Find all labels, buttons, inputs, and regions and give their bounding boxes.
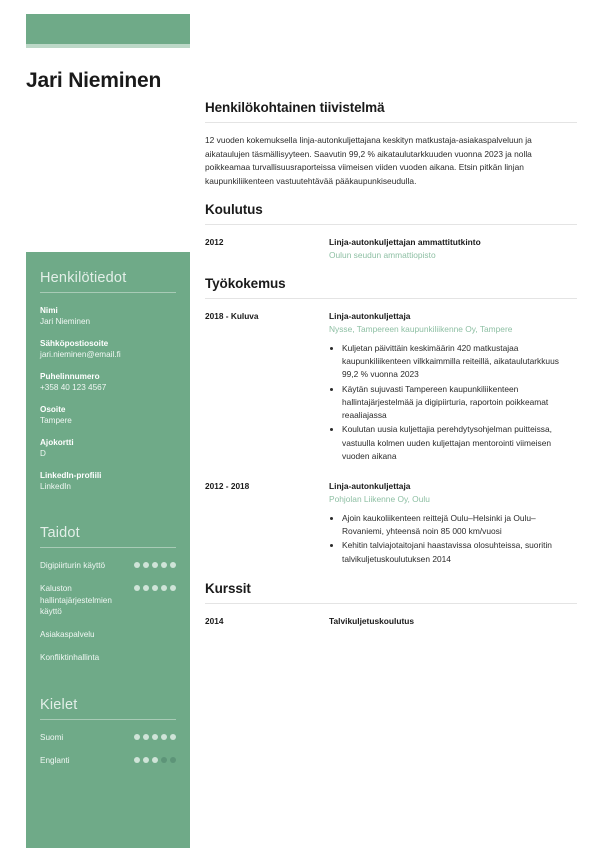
entry-organization: Nysse, Tampereen kaupunkiliikenne Oy, Tampere xyxy=(329,323,513,334)
sidebar-divider-languages xyxy=(40,719,176,720)
resume-entry xyxy=(205,480,577,567)
entry-title: Linja-autonkuljettaja xyxy=(329,311,411,322)
rating-dot xyxy=(134,585,140,591)
entry-date: 2018 - Kuluva xyxy=(205,311,259,322)
main-content xyxy=(205,100,577,642)
personal-detail-label: LinkedIn-profiili xyxy=(40,470,102,480)
entry-bullet: • Koulutan uusia kuljettajia perehdytysohjelman puitteissa, vastuulla kolmen uuden kuljettajan mentorointi viimeisen vuoden aikana xyxy=(342,423,577,463)
personal-detail-label: Ajokortti xyxy=(40,437,74,447)
rating-dot xyxy=(143,562,149,568)
resume-entry xyxy=(205,310,577,464)
sidebar-spacer-languages xyxy=(40,675,176,697)
personal-detail-item xyxy=(40,437,176,460)
entry-title: Talvikuljetuskoulutus xyxy=(329,615,415,626)
entry-bullet: • Kuljetan päivittäin keskimäärin 420 matkustajaa kaupunkiliikenteen vilkkaimmilla reiteillä, aikataulutarkkuus 99,2 % vuonna 2023 xyxy=(342,342,577,382)
entry-date: 2012 xyxy=(205,237,224,248)
rating-dot xyxy=(134,734,140,740)
languages-list xyxy=(40,732,176,767)
language-item-label: Suomi xyxy=(40,733,64,743)
skill-item-rating xyxy=(134,560,176,568)
entry-date: 2012 - 2018 xyxy=(205,481,250,492)
entry-bullet: • Käytän sujuvasti Tampereen kaupunkiliikenteen hallintajärjestelmää ja digipiirturia, raportoin poikkeamat reaaliajassa xyxy=(342,383,577,423)
personal-detail-value: LinkedIn xyxy=(40,481,71,491)
skill-item-label: Kaluston hallintajärjestelmien käyttö xyxy=(40,583,112,617)
personal-detail-label: Puhelinnumero xyxy=(40,371,100,381)
sidebar-heading-personal: Henkilötiedot xyxy=(40,270,127,286)
rating-dot xyxy=(161,757,167,763)
personal-detail-value: D xyxy=(40,448,46,458)
section-divider-courses xyxy=(205,603,577,604)
sidebar-heading-languages: Kielet xyxy=(40,697,78,714)
skill-item xyxy=(40,652,176,664)
rating-dot xyxy=(152,734,158,740)
rating-dot xyxy=(170,734,176,740)
section-title-education: Koulutus xyxy=(205,202,263,218)
resume-entry xyxy=(205,615,577,628)
summary-text: 12 vuoden kokemuksella linja-autonkuljettajana keskityn matkustaja-asiakaspalveluun ja aikataulujen täsmällisyyteen. Saavutin 99,2 % aikataulutarkkuuden vuonna 2023 ja nolla poikkeamaa turvallisuusraporteissa viimeisen viiden vuoden aikana. Etsin pitkän linjan kaupunkiliikenteen vastuutehtävää pääkaupunkiseudulla. xyxy=(205,135,532,186)
section-divider-summary xyxy=(205,122,577,123)
personal-detail-item xyxy=(40,371,176,394)
personal-detail-item xyxy=(40,305,176,328)
experience-entry-list xyxy=(205,310,577,567)
entry-title: Linja-autonkuljettajan ammattitutkinto xyxy=(329,237,481,248)
skill-item xyxy=(40,583,176,619)
skill-item-label: Konfliktinhallinta xyxy=(40,653,100,663)
rating-dot xyxy=(152,585,158,591)
section-title-summary: Henkilökohtainen tiivistelmä xyxy=(205,100,385,115)
skill-item xyxy=(40,629,176,641)
entry-bullet: • Kehitin talviajotaitojani haastavissa olosuhteissa, suoritin talvikuljetuskoulutuksen 2014 xyxy=(342,539,577,566)
sidebar-divider-skills xyxy=(40,547,176,548)
entry-organization: Pohjolan Liikenne Oy, Oulu xyxy=(329,493,430,504)
rating-dot xyxy=(170,757,176,763)
rating-dot xyxy=(143,757,149,763)
personal-detail-label: Nimi xyxy=(40,306,58,315)
skill-item-label: Asiakaspalvelu xyxy=(40,630,95,640)
section-title-courses: Kurssit xyxy=(205,580,251,596)
sidebar-spacer-skills xyxy=(40,503,176,525)
entry-title: Linja-autonkuljettaja xyxy=(329,481,411,492)
rating-dot xyxy=(134,562,140,568)
entry-body xyxy=(329,310,577,464)
rating-dot xyxy=(170,585,176,591)
resume-entry xyxy=(205,236,577,262)
courses-entry-list xyxy=(205,615,577,628)
entry-organization: Oulun seudun ammattiopisto xyxy=(329,250,436,261)
rating-dot xyxy=(161,585,167,591)
education-entry-list xyxy=(205,236,577,262)
personal-details-list xyxy=(40,305,176,493)
language-item-label: Englanti xyxy=(40,755,70,765)
rating-dot xyxy=(161,734,167,740)
rating-dot xyxy=(143,734,149,740)
section-courses xyxy=(205,581,577,628)
skill-item-label: Digipiirturin käyttö xyxy=(40,560,106,570)
skill-item xyxy=(40,560,176,572)
section-experience xyxy=(205,276,577,567)
rating-dot xyxy=(161,562,167,568)
personal-detail-label: Osoite xyxy=(40,404,66,414)
entry-body xyxy=(329,236,577,262)
personal-detail-item xyxy=(40,404,176,427)
personal-detail-value: Tampere xyxy=(40,415,72,425)
rating-dot xyxy=(170,562,176,568)
entry-body xyxy=(329,480,577,567)
entry-date: 2014 xyxy=(205,615,224,626)
entry-spacer xyxy=(205,467,577,480)
personal-detail-value: +358 40 123 4567 xyxy=(40,382,107,392)
skills-list xyxy=(40,560,176,664)
entry-body xyxy=(329,615,577,628)
personal-detail-item xyxy=(40,470,176,493)
entry-bullet-list xyxy=(329,512,577,566)
skill-item-rating xyxy=(134,583,176,591)
sidebar-heading-skills: Taidot xyxy=(40,524,80,541)
language-item-rating xyxy=(134,732,176,740)
personal-detail-item xyxy=(40,338,176,361)
rating-dot xyxy=(152,757,158,763)
header-accent-underline xyxy=(26,44,190,48)
rating-dot xyxy=(143,585,149,591)
section-divider-education xyxy=(205,224,577,225)
section-divider-experience xyxy=(205,298,577,299)
section-education xyxy=(205,202,577,262)
entry-bullet: • Ajoin kaukoliikenteen reittejä Oulu–Helsinki ja Oulu–Rovaniemi, yhteensä noin 85 000 km/vuosi xyxy=(342,512,577,539)
personal-detail-value: jari.nieminen@email.fi xyxy=(40,350,121,360)
personal-detail-label: Sähköpostiosoite xyxy=(40,338,109,348)
header-accent-bar xyxy=(26,14,190,44)
sidebar xyxy=(26,252,190,848)
rating-dot xyxy=(152,562,158,568)
rating-dot xyxy=(134,757,140,763)
language-item xyxy=(40,755,176,767)
language-item xyxy=(40,732,176,744)
page-title: Jari Nieminen xyxy=(26,69,162,93)
language-item-rating xyxy=(134,755,176,763)
entry-bullet-list xyxy=(329,342,577,464)
section-summary xyxy=(205,100,577,188)
sidebar-divider-personal xyxy=(40,292,176,293)
personal-detail-value: Jari Nieminen xyxy=(40,317,91,327)
section-title-experience: Työkokemus xyxy=(205,276,286,292)
